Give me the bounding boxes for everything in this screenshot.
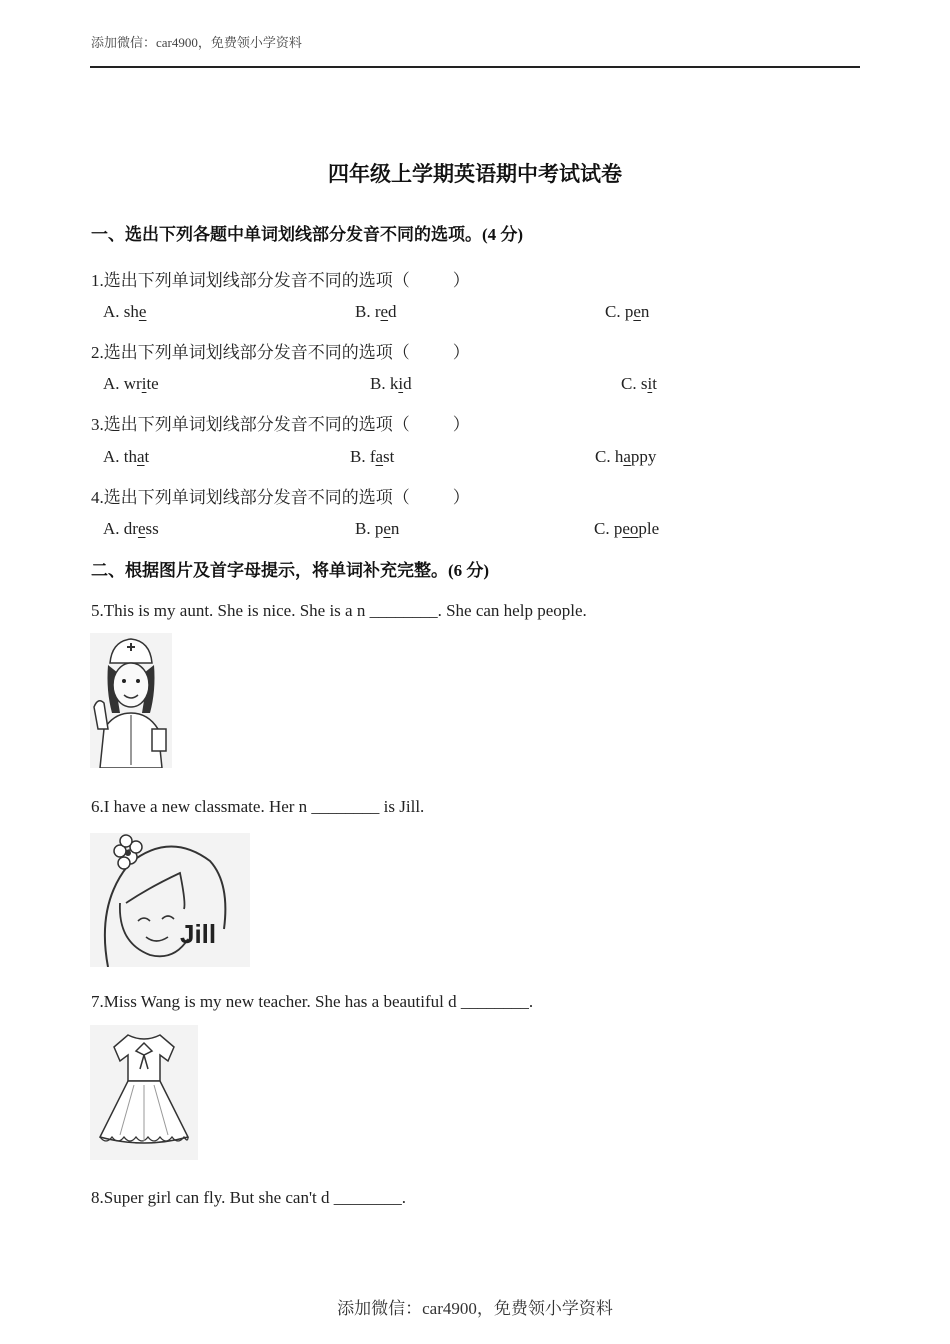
underlined-part: a (137, 447, 145, 466)
question-1-option-a[interactable] (103, 302, 146, 322)
option-text: B. k (370, 374, 399, 393)
underlined-part: i (398, 374, 404, 393)
question-3 (91, 410, 470, 435)
jill-label: Jill (180, 919, 217, 949)
underlined-part: e (138, 302, 147, 321)
option-text: C. s (621, 374, 648, 393)
question-2-option-a[interactable] (103, 374, 159, 394)
question-1 (91, 266, 470, 291)
question-6: 6.I have a new classmate. Her n ________ is Jill. (91, 797, 425, 816)
option-text: st (383, 447, 395, 466)
option-text: B. f (350, 447, 376, 466)
option-text: ss (145, 519, 159, 538)
question-4-close: ） (452, 488, 470, 507)
section-2-heading: 二、根据图片及首字母提示，将单词补充完整。(6 分) (91, 561, 490, 580)
girl-jill-picture (90, 833, 250, 967)
question-1-option-c[interactable] (605, 302, 649, 322)
underlined-part: eo (622, 519, 639, 538)
underlined-part: i (141, 374, 147, 393)
option-text: t (652, 374, 657, 393)
underlined-part: a (623, 447, 631, 466)
option-text: ple (638, 519, 660, 538)
option-text: A. sh (103, 302, 139, 321)
question-4-option-a[interactable] (103, 519, 159, 539)
question-3-stem: 3.选出下列单词划线部分发音不同的选项（ (91, 415, 410, 434)
option-text: B. r (355, 302, 381, 321)
header-watermark: 添加微信：car4900，免费领小学资料 (91, 35, 302, 50)
option-text: ppy (630, 447, 657, 466)
question-2 (91, 338, 470, 363)
question-4-option-b[interactable] (355, 519, 399, 539)
question-2-close: ） (452, 343, 470, 362)
option-text: n (640, 302, 650, 321)
dress-illustration (90, 1025, 198, 1160)
question-1-option-b[interactable] (355, 302, 397, 322)
option-text: d (403, 374, 412, 393)
dress-picture (90, 1025, 198, 1160)
option-text: d (388, 302, 397, 321)
underlined-part: a (375, 447, 384, 466)
page-title: 四年级上学期英语期中考试试卷 (328, 162, 622, 186)
option-text: n (390, 519, 400, 538)
question-3-close: ） (452, 415, 470, 434)
footer-watermark: 添加微信：car4900，免费领小学资料 (337, 1299, 613, 1318)
section-1-heading: 一、选出下列各题中单词划线部分发音不同的选项。(4 分) (91, 225, 524, 244)
question-3-option-b[interactable] (350, 447, 394, 467)
question-5: 5.This is my aunt. She is nice. She is a n ________. She can help people. (91, 601, 587, 620)
question-8: 8.Super girl can fly. But she can't d ________. (91, 1188, 406, 1207)
question-2-option-b[interactable] (370, 374, 412, 394)
option-text: A. th (103, 447, 137, 466)
underlined-part: i (647, 374, 653, 393)
header-rule (90, 66, 860, 68)
option-text: C. p (605, 302, 634, 321)
option-text: A. dr (103, 519, 138, 538)
question-3-option-c[interactable] (595, 447, 656, 467)
option-text: te (146, 374, 159, 393)
question-1-close: ） (452, 271, 470, 290)
option-text: t (144, 447, 150, 466)
underlined-part: e (380, 302, 389, 321)
girl-jill-illustration (90, 833, 250, 967)
question-4-option-c[interactable] (594, 519, 659, 539)
question-1-stem: 1.选出下列单词划线部分发音不同的选项（ (91, 271, 410, 290)
option-text: C. p (594, 519, 623, 538)
underlined-part: e (633, 302, 641, 321)
underlined-part: e (137, 519, 146, 538)
question-3-option-a[interactable] (103, 447, 149, 467)
nurse-illustration (90, 633, 172, 768)
option-text: C. h (595, 447, 624, 466)
nurse-picture (90, 633, 172, 768)
underlined-part: e (383, 519, 391, 538)
question-4-stem: 4.选出下列单词划线部分发音不同的选项（ (91, 488, 410, 507)
question-4 (91, 483, 470, 508)
question-7: 7.Miss Wang is my new teacher. She has a beautiful d ________. (91, 992, 534, 1011)
question-2-option-c[interactable] (621, 374, 657, 394)
option-text: B. p (355, 519, 384, 538)
question-2-stem: 2.选出下列单词划线部分发音不同的选项（ (91, 343, 410, 362)
option-text: A. wr (103, 374, 142, 393)
